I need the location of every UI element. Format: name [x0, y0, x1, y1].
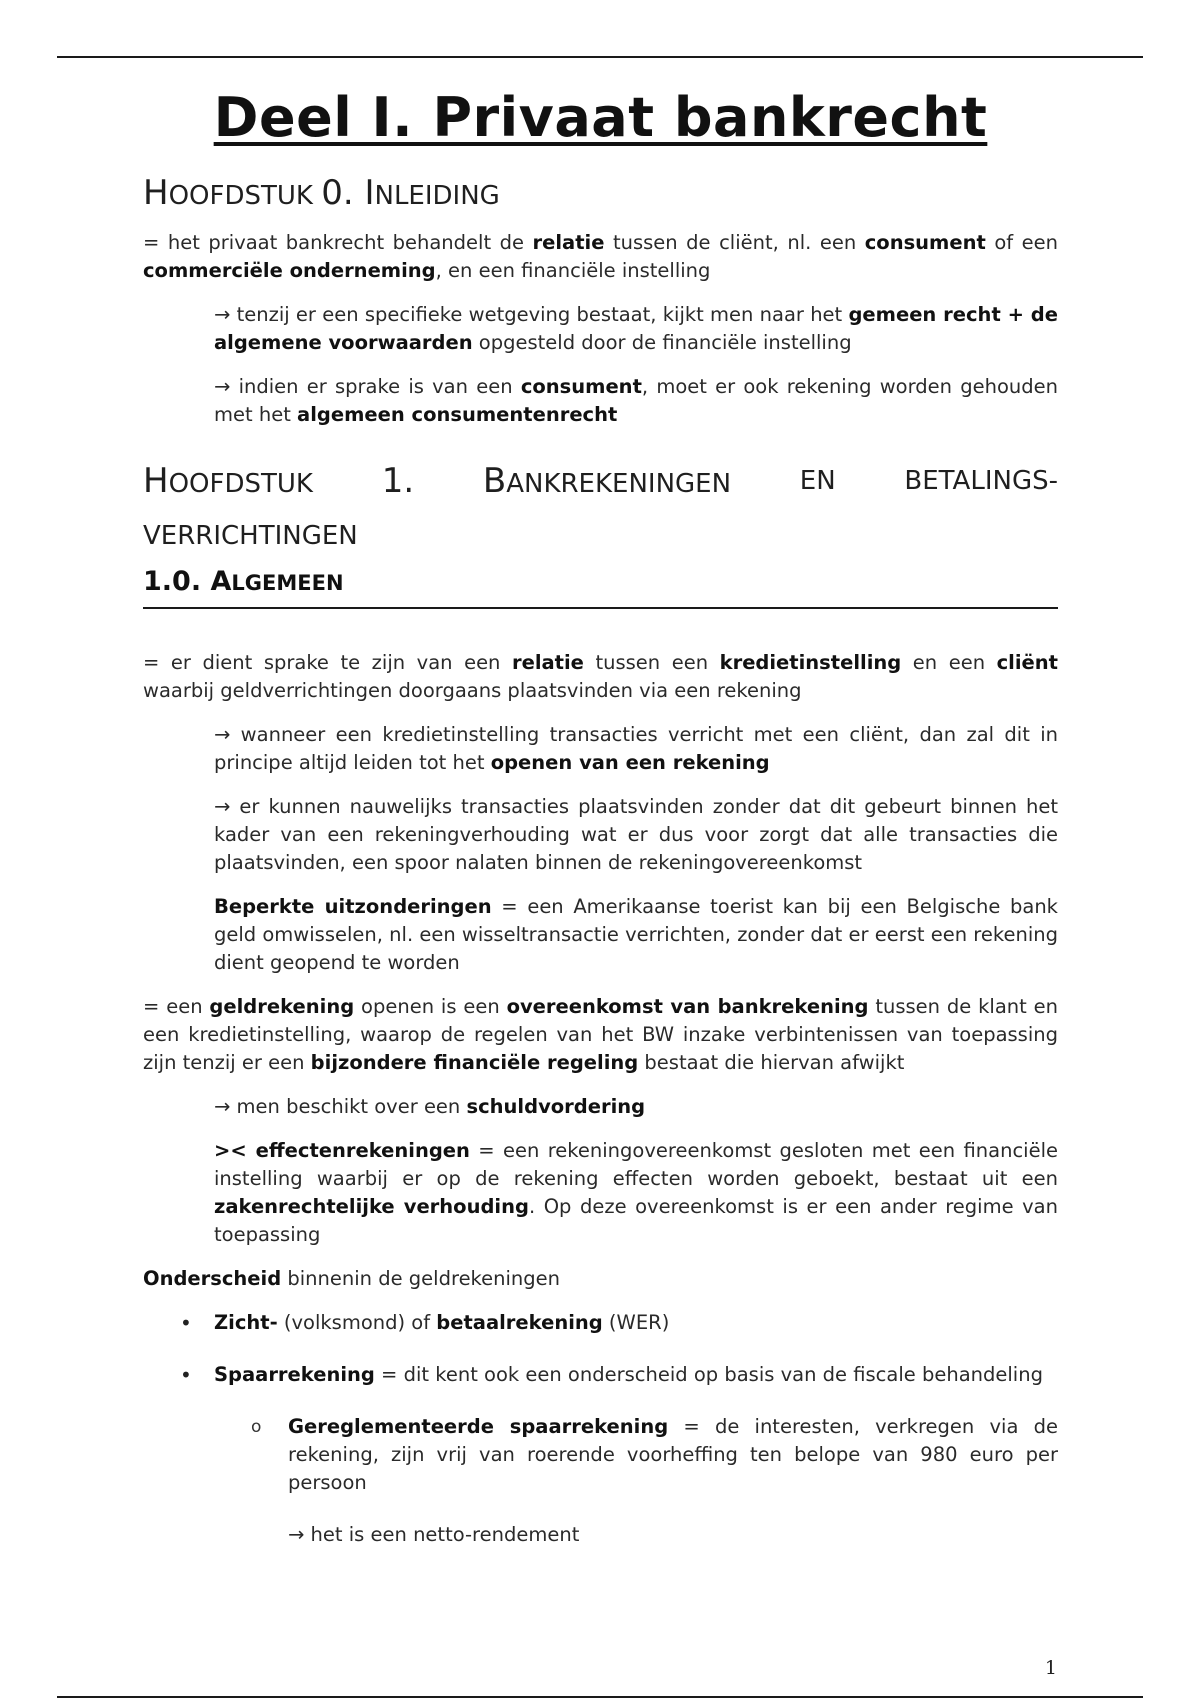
- footer-rule: [57, 1696, 1143, 1698]
- note-open-account: → wanneer een kredietinstelling transacties verricht met een cliënt, dan zal dit in principe altijd leiden tot het openen van een rekening: [214, 723, 1058, 774]
- note-securities-accounts: >< effectenrekeningen = een rekeningovereenkomst gesloten met een financiële instelling waarbij er op de rekening effecten worden geboekt, bestaat uit een zakenrechtelijke verhouding. Op deze overeenkomst is er een ander regime van toepassing: [214, 1139, 1058, 1246]
- bullet-icon: •: [180, 1363, 192, 1387]
- list-item: • Zicht- (volksmond) of betaalrekening (WER): [180, 1311, 670, 1335]
- bullet-icon: •: [180, 1311, 192, 1335]
- chapter-0-heading: HOOFDSTUK 0. INLEIDING: [143, 173, 500, 213]
- header-rule: [57, 56, 1143, 58]
- note-claim: → men beschikt over een schuldvordering: [214, 1095, 646, 1118]
- circle-bullet-icon: o: [251, 1417, 262, 1437]
- document-page: [143, 86, 1058, 1549]
- page-number: 1: [1044, 1657, 1057, 1679]
- intro-note-general-law: → tenzij er een specifieke wetgeving bestaat, kijkt men naar het gemeen recht + de algemene voorwaarden opgesteld door de financiële instelling: [214, 303, 1058, 354]
- section-1-0-heading: 1.0. ALGEMEEN: [143, 566, 1058, 609]
- definition-money-account: = een geldrekening openen is een overeenkomst van bankrekening tussen de klant en een kredietinstelling, waarop de regelen van het BW inzake verbintenissen van toepassing zijn tenzij er een bijzondere financiële regeling bestaat die hiervan afwijkt: [143, 995, 1058, 1074]
- page-title: Deel I. Privaat bankrecht: [213, 86, 988, 149]
- chapter-1-heading: HOOFDSTUK 1. BANKREKENINGEN EN BETALINGS- VERRICHTINGEN: [143, 461, 1058, 551]
- distinction-heading: Onderscheid binnenin de geldrekeningen: [143, 1267, 561, 1290]
- intro-paragraph: = het privaat bankrecht behandelt de relatie tussen de cliënt, nl. een consument of een commerciële onderneming, en een financiële instelling: [143, 231, 1059, 282]
- note-exceptions: Beperkte uitzonderingen = een Amerikaanse toerist kan bij een Belgische bank geld omwisselen, nl. een wisseltransactie verrichten, zonder dat er eerst een rekening dient geopend te worden: [214, 895, 1058, 974]
- note-account-relationship: → er kunnen nauwelijks transacties plaatsvinden zonder dat dit gebeurt binnen het kader van een rekeningverhouding wat er dus voor zorgt dat alle transacties die plaatsvinden, een spoor nalaten binnen de rekeningovereenkomst: [214, 795, 1058, 874]
- list-item: • Spaarrekening = dit kent ook een onderscheid op basis van de fiscale behandeling: [180, 1363, 1043, 1387]
- note-net-return: → het is een netto-rendement: [288, 1523, 580, 1546]
- definition-relation: = er dient sprake te zijn van een relatie tussen een kredietinstelling en een cliënt waarbij geldverrichtingen doorgaans plaatsvinden via een rekening: [143, 651, 1058, 702]
- intro-note-consumer-law: → indien er sprake is van een consument, moet er ook rekening worden gehouden met het algemeen consumentenrecht: [214, 375, 1058, 426]
- sub-list-item: o Gereglementeerde spaarrekening = de interesten, verkregen via de rekening, zijn vrij van roerende voorheffing ten belope van 980 euro per persoon: [251, 1415, 1058, 1494]
